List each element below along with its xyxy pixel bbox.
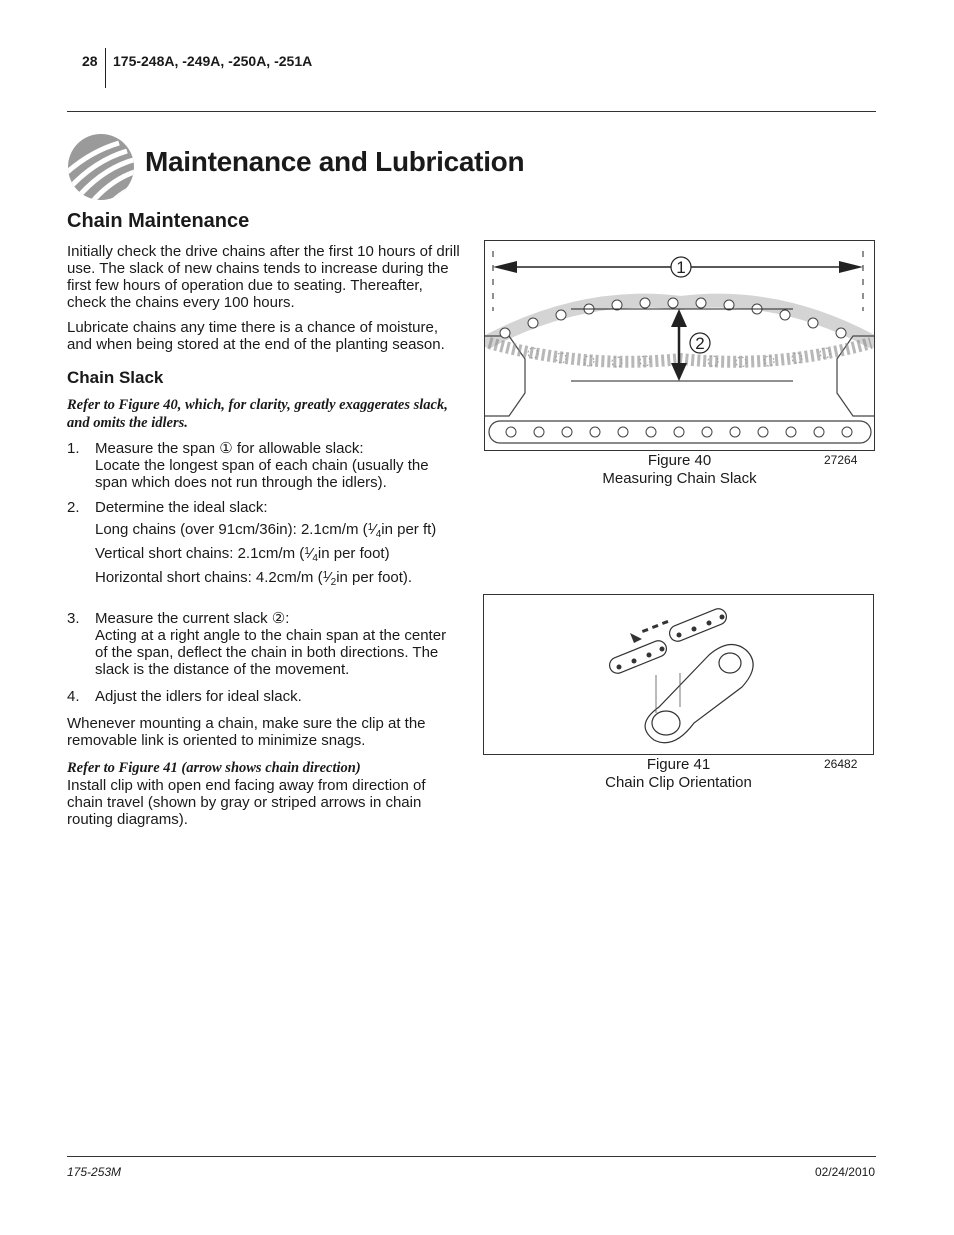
mounting-paragraph: Whenever mounting a chain, make sure the clip at the removable link is oriented to minimize snags. — [67, 715, 426, 749]
step-2-line: Determine the ideal slack: — [95, 499, 268, 516]
lubricate-paragraph: Lubricate chains any time there is a chance of moisture, and when being stored at the end of the planting season. — [67, 319, 445, 353]
slack-vertical-chains: Vertical short chains: 2.1cm/m ($^1⁄_4in$ per foot) — [95, 545, 390, 564]
step-3-detail: Acting at a right angle to the chain span at the center of the span, deflect the chain in both directions. The slack is the distance of the movement. — [95, 627, 447, 678]
section-logo-icon — [67, 133, 135, 201]
page-title: Maintenance and Lubrication — [145, 146, 525, 177]
slack-arrow-up-icon — [671, 309, 687, 327]
intro-paragraph: Initially check the drive chains after the first 10 hours of drill use. The slack of new chains tends to increase during the first few hours of operation due to seating. Thereafter, check the chains every 100 hours. — [67, 243, 460, 311]
span-arrow-right-icon — [839, 261, 863, 273]
step-1-line: Measure the span ① for allowable slack: — [95, 440, 364, 457]
footer-rule — [67, 1156, 876, 1157]
step-1: 1. Measure the span ① for allowable slack: Locate the longest span of each chain (usually the span which does not run through the idlers). — [67, 440, 462, 491]
callout-2: 2 — [695, 334, 705, 353]
document-number: 175-253M — [67, 1165, 122, 1179]
step-1-detail: Locate the longest span of each chain (usually the span which does not run through the idlers). — [95, 457, 429, 491]
chain-clip-diagram — [484, 595, 873, 754]
step-3-line: Measure the current slack ②: — [95, 610, 290, 627]
figure40-title: Measuring Chain Slack — [602, 470, 757, 487]
figure40-caption — [484, 452, 875, 488]
callout-1: 1 — [676, 258, 686, 277]
slack-arrow-down-icon — [671, 363, 687, 381]
slack-long-chains: Long chains (over 91cm/36in): 2.1cm/m ($^1⁄_4in$ per ft) — [95, 521, 437, 540]
section-heading: Chain Maintenance — [67, 210, 250, 232]
figure41-caption — [483, 756, 874, 792]
chain-direction-arrow-icon — [630, 620, 669, 643]
chain-slack-diagram — [485, 241, 874, 450]
header-rule — [67, 111, 876, 112]
document-date: 02/24/2010 — [814, 1165, 875, 1179]
figure41-label: Figure 41 — [646, 756, 711, 773]
page-number: 28 — [82, 53, 98, 69]
model-numbers: 175-248A, -249A, -250A, -251A — [113, 53, 313, 69]
step-4: 4. Adjust the idlers for ideal slack. — [67, 688, 462, 705]
step-2: 2. Determine the ideal slack: Long chains (over 91cm/36in): 2.1cm/m ($^1⁄_4in$ per ft) Vertical short chains: 2.1cm/m ($^1⁄_4in$ per foot) Horizontal short chains: 4.2cm/m ($^1⁄_2in$ per foot). — [67, 499, 462, 588]
slack-horizontal-chains: Horizontal short chains: 4.2cm/m ($^1⁄_2in$ per foot). — [95, 569, 413, 588]
figure41-box — [483, 594, 874, 755]
figure40-reference: Refer to Figure 40, which, for clarity, greatly exaggerates slack, and omits the idlers. — [67, 397, 448, 431]
figure41-reference: Refer to Figure 41 (arrow shows chain direction) — [67, 760, 361, 776]
figure40-number: 27264 — [824, 453, 858, 467]
step-3: 3. Measure the current slack ②: Acting at a right angle to the chain span at the center of the span, deflect the chain in both directions. The slack is the distance of the movement. — [67, 610, 462, 678]
figure40-label: Figure 40 — [647, 452, 712, 469]
figure41-number: 26482 — [824, 757, 858, 771]
body-column — [67, 208, 462, 836]
figure40-box — [484, 240, 875, 451]
header-divider — [105, 48, 106, 88]
span-arrow-left-icon — [493, 261, 517, 273]
figure41-title: Chain Clip Orientation — [605, 774, 752, 791]
subsection-heading: Chain Slack — [67, 368, 164, 387]
step-4-line: Adjust the idlers for ideal slack. — [95, 688, 302, 705]
clip-paragraph: Install clip with open end facing away from direction of chain travel (shown by gray or striped arrows in chain routing diagrams). — [67, 777, 426, 828]
